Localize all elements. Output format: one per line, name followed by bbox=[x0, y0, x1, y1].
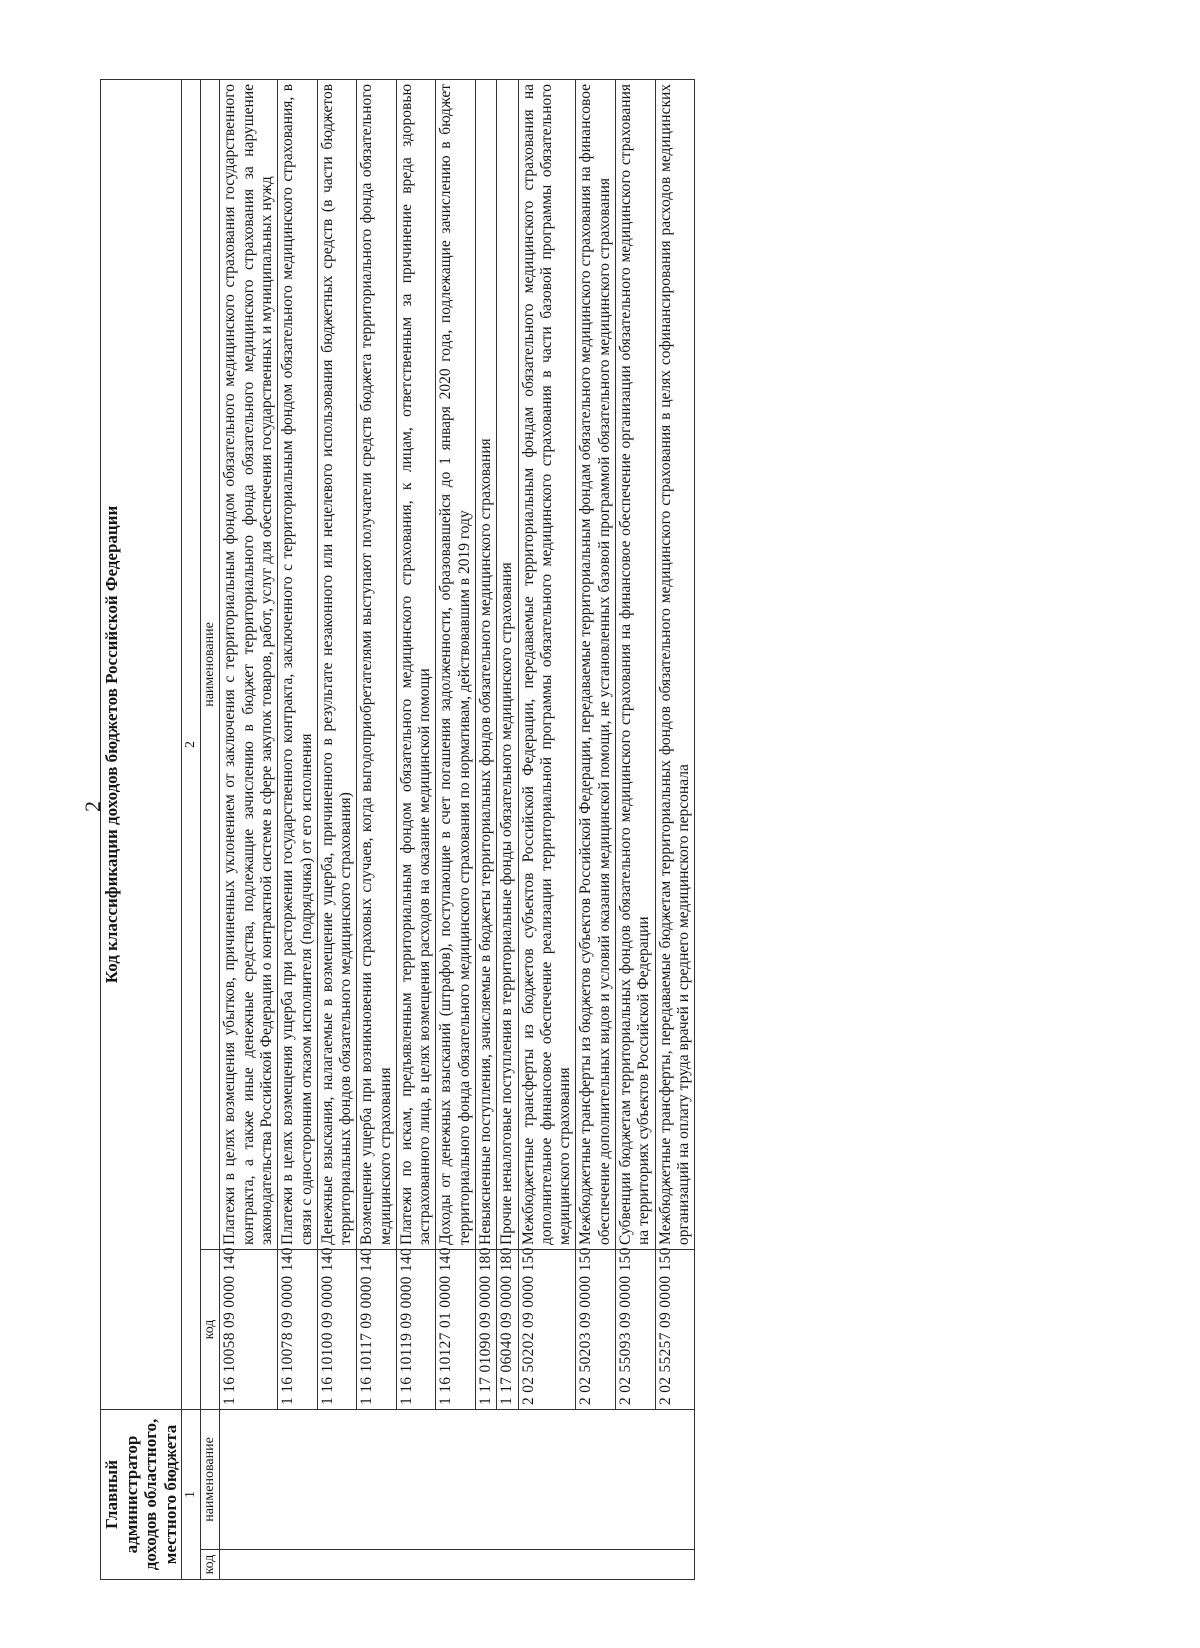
admin-name-cell bbox=[220, 1409, 695, 1549]
row-code: 1 17 01090 09 0000 180 bbox=[476, 1249, 497, 1409]
row-name: Доходы от денежных взысканий (штрафов), поступающие в счет погашения задолженности, образовавшейся до 1 января 2020 года, подлежащие зачислению в бюджет территориального фонда обязательного медицинского страхования по нормативам, действовавшим в 2019 году bbox=[436, 79, 476, 1249]
sub-header-name-left: наименование bbox=[201, 1409, 220, 1549]
admin-header: Главный администратор доходов областного, местного бюджета bbox=[101, 1409, 182, 1579]
row-name: Платежи в целях возмещения ущерба при расторжении государственного контракта, заключенного с территориальным фондом обязательного медицинского страхования, в связи с односторонним отказом исполнителя (подрядчика) от его исполнения bbox=[278, 79, 318, 1249]
rotated-table-wrapper bbox=[100, 80, 1060, 1580]
table-row bbox=[497, 79, 518, 1579]
table-row bbox=[655, 79, 695, 1579]
admin-code-cell bbox=[220, 1550, 695, 1580]
row-name: Межбюджетные трансферты, передаваемые бюджетам территориальных фондов обязательного медицинского страхования в целях софинансирования расходов медицинских организаций на оплату труда врачей и среднего медицинского персонала bbox=[655, 79, 695, 1249]
row-name: Платежи в целях возмещения убытков, причиненных уклонением от заключения с территориальным фондом обязательного медицинского страхования государственного контракта, а также иные денежные средства, подлежащие зачислению в бюджет территориального фонда обязательного медицинского страхования за нарушение законодательства Российской Федерации о контрактной системе в сфере закупок товаров, работ, услуг для обеспечения государственных и муниципальных нужд bbox=[220, 79, 278, 1249]
table-row bbox=[278, 79, 318, 1579]
page-number: 2 bbox=[80, 801, 105, 812]
column-number-2: 2 bbox=[182, 79, 201, 1409]
row-code: 2 02 50202 09 0000 150 bbox=[518, 1249, 576, 1409]
row-name: Межбюджетные трансферты из бюджетов субъектов Российской Федерации, передаваемые территориальным фондам обязательного медицинского страхования на финансовое обеспечение дополнительных видов и условий оказания медицинской помощи, не установленных базовой программой обязательного медицинского страхования bbox=[576, 79, 616, 1249]
row-name: Платежи по искам, предъявленным территориальным фондом обязательного медицинского страхования, к лицам, ответственным за причинение вреда здоровью застрахованного лица, в целях возмещения расходов на оказание медицинской помощи bbox=[396, 79, 436, 1249]
row-code: 1 16 10078 09 0000 140 bbox=[278, 1249, 318, 1409]
row-code: 2 02 55257 09 0000 150 bbox=[655, 1249, 695, 1409]
table-row bbox=[317, 79, 357, 1579]
row-name: Невыясненные поступления, зачисляемые в бюджеты территориальных фондов обязательного медицинского страхования bbox=[476, 79, 497, 1249]
table-row bbox=[616, 79, 656, 1579]
classification-table bbox=[100, 79, 695, 1580]
sub-header-code-left: код bbox=[201, 1550, 220, 1580]
row-code: 2 02 55093 09 0000 150 bbox=[616, 1249, 656, 1409]
row-code: 1 16 10100 09 0000 140 bbox=[317, 1249, 357, 1409]
row-code: 1 16 10127 01 0000 140 bbox=[436, 1249, 476, 1409]
row-name: Возмещение ущерба при возникновении страховых случаев, когда выгодоприобретателями выступают получатели средств бюджета территориального фонда обязательного медицинского страхования bbox=[357, 79, 397, 1249]
row-code: 1 17 06040 09 0000 180 bbox=[497, 1249, 518, 1409]
table-row bbox=[220, 79, 278, 1579]
sub-header-name-right: наименование bbox=[201, 79, 220, 1249]
table-row bbox=[476, 79, 497, 1579]
column-number-1: 1 bbox=[182, 1409, 201, 1579]
table-row bbox=[357, 79, 397, 1579]
row-code: 1 16 10117 09 0000 140 bbox=[357, 1249, 397, 1409]
row-name: Денежные взыскания, налагаемые в возмещение ущерба, причиненного в результате незаконного или нецелевого использования бюджетных средств (в части бюджетов территориальных фондов обязательного медицинского страхования) bbox=[317, 79, 357, 1249]
row-name: Прочие неналоговые поступления в территориальные фонды обязательного медицинского страхования bbox=[497, 79, 518, 1249]
row-code: 1 16 10058 09 0000 140 bbox=[220, 1249, 278, 1409]
row-name: Межбюджетные трансферты из бюджетов субъектов Российской Федерации, передаваемые территориальным фондам обязательного медицинского страхования на дополнительное финансовое обеспечение реализации территориальной программы обязательного медицинского страхования в части базовой программы обязательного медицинского страхования bbox=[518, 79, 576, 1249]
table-row bbox=[396, 79, 436, 1579]
classification-header: Код классификации доходов бюджетов Российской Федерации bbox=[101, 79, 182, 1409]
row-code: 1 16 10119 09 0000 140 bbox=[396, 1249, 436, 1409]
row-name: Субвенции бюджетам территориальных фондов обязательного медицинского страхования на финансовое обеспечение организации обязательного медицинского страхования на территориях субъектов Российской Федерации bbox=[616, 79, 656, 1249]
table-row bbox=[518, 79, 576, 1579]
table-row bbox=[436, 79, 476, 1579]
table-row bbox=[576, 79, 616, 1579]
sub-header-code-right: код bbox=[201, 1249, 220, 1409]
row-code: 2 02 50203 09 0000 150 bbox=[576, 1249, 616, 1409]
